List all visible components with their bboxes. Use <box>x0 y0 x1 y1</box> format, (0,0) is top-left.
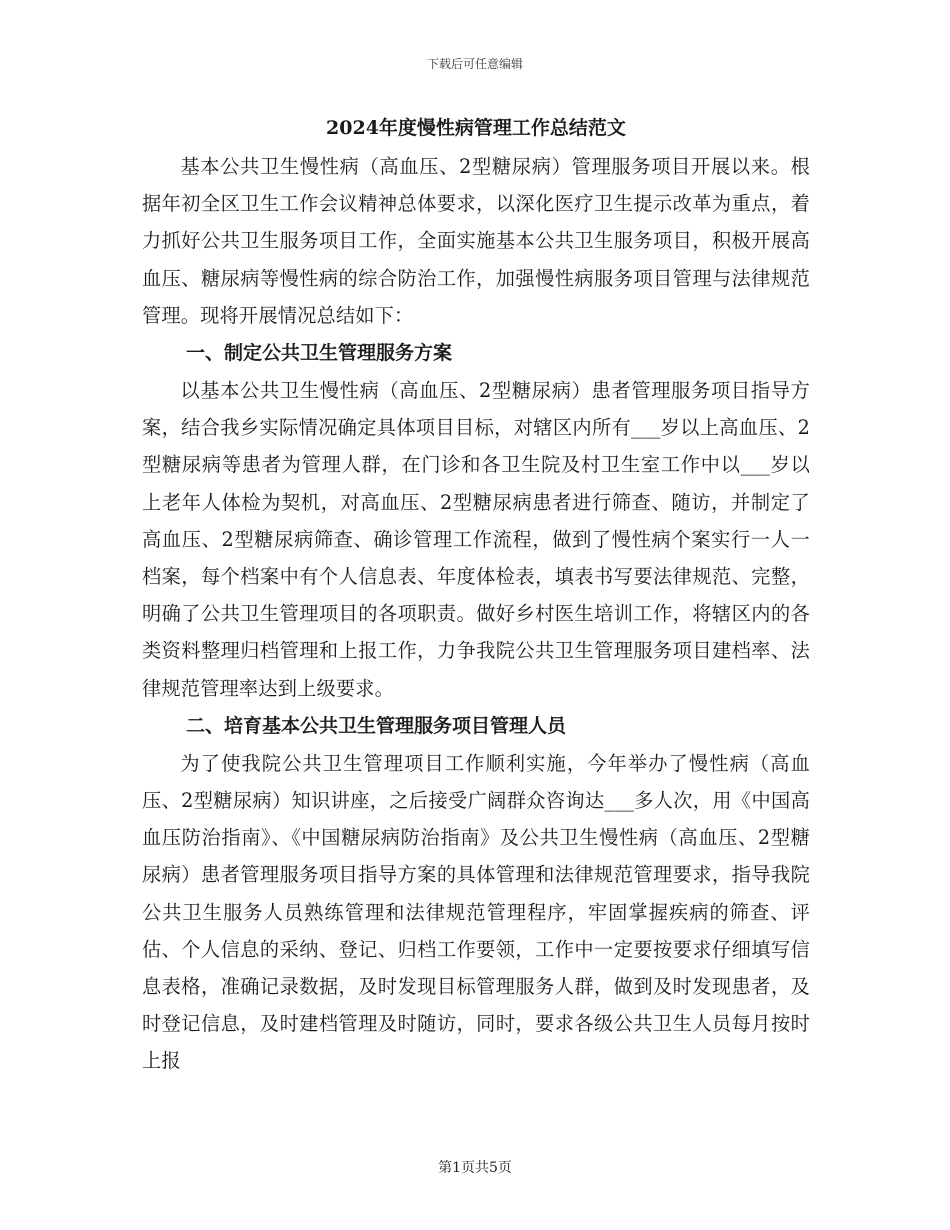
header-note: 下载后可任意编辑 <box>426 57 523 71</box>
document-body <box>142 108 810 1080</box>
section-heading-2: 二、培育基本公共卫生管理服务项目管理人员 <box>186 714 567 737</box>
document-title: 2024年度慢性病管理工作总结范文 <box>326 117 626 139</box>
section-2-paragraph: 为了使我院公共卫生管理项目工作顺利实施，今年举办了慢性病（高血压、2型糖尿病）知识讲座，之后接受广阔群众咨询达___多人次，用《中国高血压防治指南》、《中国糖尿病防治指南》及公共卫生慢性病（高血压、2型糖尿病）患者管理服务项目指导方案的具体管理和法律规范管理要求，指导我院公共卫生服务人员熟练管理和法律规范管理程序，牢固掌握疾病的筛查、评估、个人信息的采纳、登记、归档工作要领，工作中一定要按要求仔细填写信息表格，准确记录数据，及时发现目标管理服务人群，做到及时发现患者，及时登记信息，及时建档管理及时随访，同时，要求各级公共卫生人员每月按时上报 <box>142 751 810 1073</box>
section-1-paragraph: 以基本公共卫生慢性病（高血压、2型糖尿病）患者管理服务项目指导方案，结合我乡实际情况确定具体项目目标，对辖区内所有___岁以上高血压、2型糖尿病等患者为管理人群，在门诊和各卫生院及村卫生室工作中以___岁以上老年人体检为契机，对高血压、2型糖尿病患者进行筛查、随访，并制定了高血压、2型糖尿病筛查、确诊管理工作流程，做到了慢性病个案实行一人一档案，每个档案中有个人信息表、年度体检表，填表书写要法律规范、完整，明确了公共卫生管理项目的各项职责。做好乡村医生培训工作，将辖区内的各类资料整理归档管理和上报工作，力争我院公共卫生管理服务项目建档率、法律规范管理率达到上级要求。 <box>142 379 810 700</box>
intro-paragraph: 基本公共卫生慢性病（高血压、2型糖尿病）管理服务项目开展以来。根据年初全区卫生工作会议精神总体要求，以深化医疗卫生提示改革为重点，着力抓好公共卫生服务项目工作，全面实施基本公共卫生服务项目，积极开展高血压、糖尿病等慢性病的综合防治工作，加强慢性病服务项目管理与法律规范管理。现将开展情况总结如下： <box>142 155 810 327</box>
section-heading-1: 一、制定公共卫生管理服务方案 <box>186 342 453 365</box>
page-number-footer: 第1页共5页 <box>438 1160 512 1176</box>
